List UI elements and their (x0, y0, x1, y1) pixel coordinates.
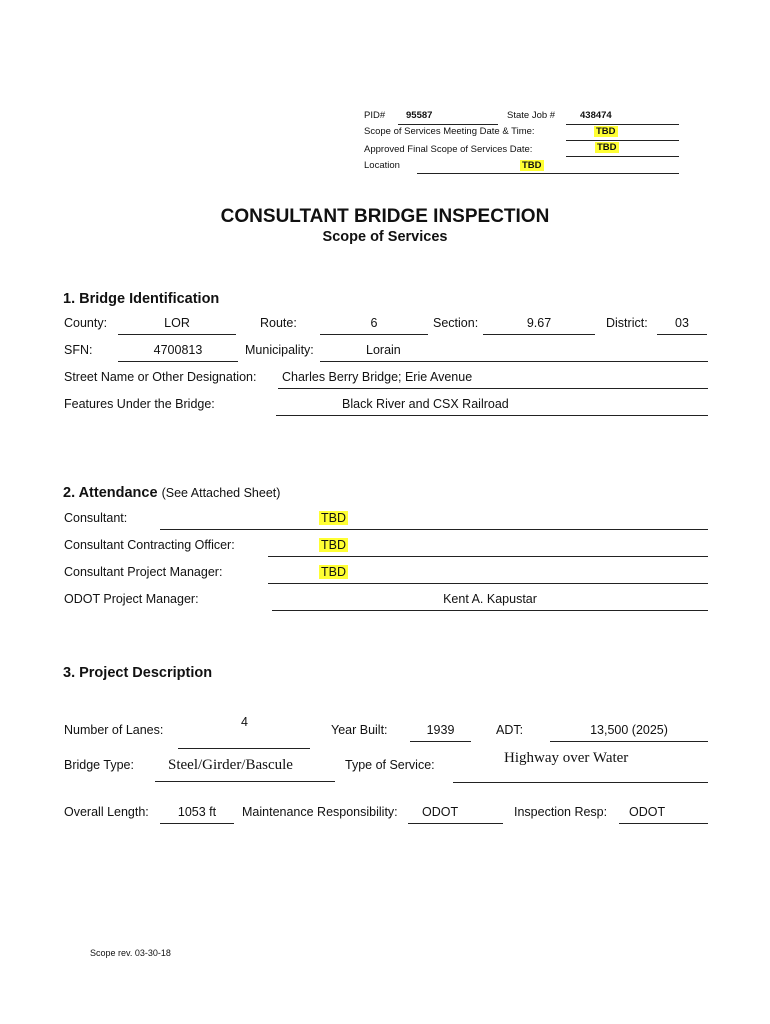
meeting-underline (566, 140, 679, 141)
section-1-heading: 1. Bridge Identification (63, 291, 220, 307)
district-underline (657, 334, 707, 335)
adt-value[interactable]: 13,500 (2025) (590, 723, 668, 737)
odot-pm-underline (272, 610, 708, 611)
street-value[interactable]: Charles Berry Bridge; Erie Avenue (282, 370, 473, 384)
section-3-heading: 3. Project Description (63, 665, 213, 681)
municipality-label: Municipality: (245, 343, 314, 357)
service-type-value[interactable]: Highway over Water (504, 750, 629, 766)
meeting-label: Scope of Services Meeting Date & Time: (364, 126, 535, 137)
county-value[interactable]: LOR (164, 316, 190, 330)
section-2-heading-note: (See Attached Sheet) (161, 486, 281, 500)
document-subtitle: Scope of Services (322, 229, 448, 245)
location-value[interactable]: TBD (522, 160, 542, 171)
section-2-heading-text: 2. Attendance (63, 485, 158, 501)
maintenance-label: Maintenance Responsibility: (242, 805, 398, 819)
odot-pm-value[interactable]: Kent A. Kapustar (443, 592, 537, 606)
adt-label: ADT: (496, 723, 524, 737)
cpm-label: Consultant Project Manager: (64, 565, 223, 579)
location-label: Location (364, 160, 400, 171)
approved-underline (566, 156, 679, 157)
cco-value[interactable]: TBD (321, 538, 346, 552)
lanes-underline (178, 748, 310, 749)
consultant-underline (160, 529, 708, 530)
adt-underline (550, 741, 708, 742)
bridge-type-value[interactable]: Steel/Girder/Bascule (168, 757, 293, 773)
approved-label: Approved Final Scope of Services Date: (364, 144, 533, 155)
service-type-underline (453, 782, 708, 783)
section-underline (483, 334, 595, 335)
pid-value[interactable]: 95587 (406, 110, 433, 121)
revision-footer: Scope rev. 03-30-18 (90, 948, 171, 958)
approved-value[interactable]: TBD (597, 142, 617, 153)
state-job-value[interactable]: 438474 (580, 110, 612, 121)
sfn-label: SFN: (64, 343, 93, 357)
maintenance-value[interactable]: ODOT (422, 805, 459, 819)
sfn-value[interactable]: 4700813 (153, 343, 203, 357)
bridge-type-label: Bridge Type: (64, 758, 134, 772)
street-underline (278, 388, 708, 389)
section-label: Section: (433, 316, 479, 330)
county-label: County: (64, 316, 108, 330)
length-underline (160, 823, 234, 824)
features-value[interactable]: Black River and CSX Railroad (342, 397, 509, 411)
district-label: District: (606, 316, 648, 330)
cpm-value[interactable]: TBD (321, 565, 346, 579)
state-job-underline (566, 124, 679, 125)
state-job-label: State Job # (507, 110, 556, 121)
location-underline (417, 173, 679, 174)
service-type-label: Type of Service: (345, 758, 435, 772)
odot-pm-label: ODOT Project Manager: (64, 592, 199, 606)
lanes-label: Number of Lanes: (64, 723, 164, 737)
document-title: CONSULTANT BRIDGE INSPECTION (220, 206, 550, 227)
features-underline (276, 415, 708, 416)
municipality-underline (320, 361, 708, 362)
year-built-value[interactable]: 1939 (426, 723, 455, 737)
inspection-resp-underline (619, 823, 708, 824)
inspection-resp-value[interactable]: ODOT (629, 805, 666, 819)
county-underline (118, 334, 236, 335)
section-value[interactable]: 9.67 (526, 316, 552, 330)
cpm-underline (268, 583, 708, 584)
maintenance-underline (408, 823, 503, 824)
route-underline (320, 334, 428, 335)
lanes-value[interactable]: 4 (241, 715, 248, 729)
pid-underline (398, 124, 498, 125)
length-value[interactable]: 1053 ft (177, 805, 217, 819)
bridge-type-underline (155, 781, 335, 782)
pid-label: PID# (364, 110, 386, 121)
cco-label: Consultant Contracting Officer: (64, 538, 235, 552)
route-value[interactable]: 6 (370, 316, 378, 330)
district-value[interactable]: 03 (675, 316, 689, 330)
year-built-underline (410, 741, 471, 742)
section-2-heading (63, 485, 280, 501)
street-label: Street Name or Other Designation: (64, 370, 257, 384)
consultant-label: Consultant: (64, 511, 128, 525)
meeting-value[interactable]: TBD (596, 126, 616, 137)
inspection-resp-label: Inspection Resp: (514, 805, 608, 819)
year-built-label: Year Built: (331, 723, 388, 737)
municipality-value[interactable]: Lorain (366, 343, 401, 357)
cco-underline (268, 556, 708, 557)
length-label: Overall Length: (64, 805, 149, 819)
sfn-underline (118, 361, 238, 362)
features-label: Features Under the Bridge: (64, 397, 215, 411)
route-label: Route: (260, 316, 297, 330)
consultant-value[interactable]: TBD (321, 511, 346, 525)
